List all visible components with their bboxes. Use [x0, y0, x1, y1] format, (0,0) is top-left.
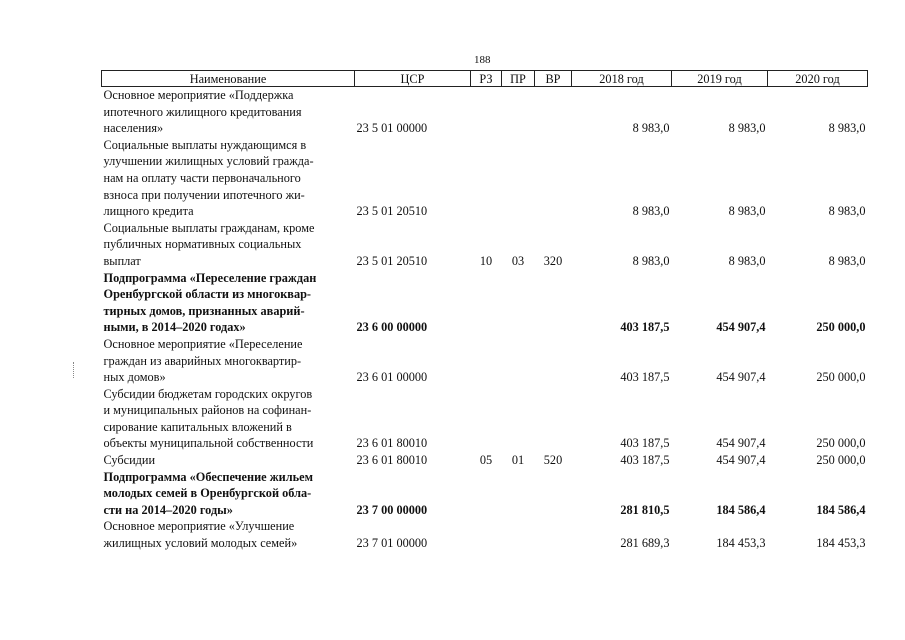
cell-y2019: 454 907,4	[716, 370, 766, 385]
cell-name: Социальные выплаты нуждающимся в улучшении жилищных условий гражда- нам на оплату части первоначального взноса при получении ипотечного жи- лищного кредита	[103, 137, 314, 219]
cell-csr: 23 6 00 00000	[356, 320, 428, 335]
cell-name: Подпрограмма «Обеспечение жильем молодых семей в Оренбургской обла- сти на 2014–2020 годы»	[103, 469, 313, 517]
table-row	[102, 220, 868, 270]
table-row	[102, 452, 868, 469]
cell-y2018: 8 983,0	[632, 121, 670, 136]
cell-y2019: 8 983,0	[728, 121, 766, 136]
cell-pr	[502, 137, 535, 220]
cell-csr: 23 5 01 20510	[356, 204, 428, 219]
cell-y2018: 403 187,5	[620, 436, 670, 451]
cell-pr	[502, 386, 535, 452]
table-row	[102, 518, 868, 551]
cell-vr	[535, 137, 572, 220]
cell-rz	[471, 336, 502, 386]
cell-name: Основное мероприятие «Поддержка ипотечного жилищного кредитования населения»	[103, 88, 302, 136]
cell-y2019: 454 907,4	[716, 436, 766, 451]
cell-pr: 03	[511, 253, 525, 268]
cell-pr	[502, 469, 535, 519]
column-header-csr: ЦСР	[355, 71, 471, 87]
cell-csr: 23 7 01 00000	[356, 536, 428, 551]
cell-y2019: 8 983,0	[728, 253, 766, 268]
cell-y2018: 281 689,3	[620, 536, 670, 551]
cell-rz: 10	[479, 253, 493, 268]
cell-name: Субсидии бюджетам городских округов и муниципальных районов на софинан- сирование капитальных вложений в объекты муниципальной собственности	[103, 386, 314, 451]
margin-mark	[73, 362, 76, 378]
column-header-pr: ПР	[502, 71, 535, 87]
column-header-2019: 2019 год	[672, 71, 768, 87]
cell-y2019: 454 907,4	[716, 320, 766, 335]
cell-y2019: 184 453,3	[716, 536, 766, 551]
column-header-vr: ВР	[535, 71, 572, 87]
cell-y2019: 454 907,4	[716, 453, 766, 468]
cell-rz: 05	[479, 453, 493, 468]
table-row	[102, 87, 868, 137]
table-row	[102, 270, 868, 336]
cell-y2018: 281 810,5	[620, 502, 670, 517]
column-header-2018: 2018 год	[572, 71, 672, 87]
cell-y2020: 250 000,0	[816, 370, 866, 385]
cell-csr: 23 6 01 00000	[356, 370, 428, 385]
column-header-name: Наименование	[102, 71, 355, 87]
cell-csr: 23 5 01 20510	[356, 253, 428, 268]
cell-rz	[471, 87, 502, 137]
column-header-2020: 2020 год	[768, 71, 868, 87]
cell-pr: 01	[511, 453, 525, 468]
cell-name: Субсидии	[103, 453, 156, 468]
cell-csr: 23 7 00 00000	[356, 502, 428, 517]
table-body	[102, 87, 868, 552]
cell-name: Основное мероприятие «Переселение граждан из аварийных многоквартир- ных домов»	[103, 336, 303, 385]
cell-vr	[535, 469, 572, 519]
cell-rz	[471, 469, 502, 519]
budget-table	[101, 70, 868, 552]
cell-csr: 23 6 01 80010	[356, 436, 428, 451]
cell-y2019: 8 983,0	[728, 204, 766, 219]
table-row	[102, 469, 868, 519]
cell-y2018: 403 187,5	[620, 453, 670, 468]
column-header-rz: РЗ	[471, 71, 502, 87]
cell-y2019: 184 586,4	[716, 502, 766, 517]
cell-pr	[502, 87, 535, 137]
page-number: 188	[474, 54, 491, 66]
cell-vr	[535, 518, 572, 551]
cell-y2020: 8 983,0	[828, 121, 866, 136]
cell-name: Социальные выплаты гражданам, кроме публичных нормативных социальных выплат	[103, 220, 315, 268]
cell-pr	[502, 270, 535, 336]
cell-csr: 23 5 01 00000	[356, 121, 428, 136]
table-row	[102, 137, 868, 220]
cell-rz	[471, 386, 502, 452]
cell-pr	[502, 518, 535, 551]
cell-y2018: 403 187,5	[620, 320, 670, 335]
cell-y2020: 250 000,0	[816, 436, 866, 451]
cell-y2020: 184 586,4	[816, 502, 866, 517]
table-header-row	[102, 71, 868, 87]
cell-vr	[535, 87, 572, 137]
cell-vr	[535, 270, 572, 336]
cell-y2020: 8 983,0	[828, 204, 866, 219]
cell-rz	[471, 137, 502, 220]
cell-y2020: 250 000,0	[816, 320, 866, 335]
cell-y2020: 250 000,0	[816, 453, 866, 468]
table-row	[102, 336, 868, 386]
cell-vr: 320	[543, 253, 563, 268]
table-row	[102, 386, 868, 452]
cell-y2020: 8 983,0	[828, 253, 866, 268]
cell-vr	[535, 386, 572, 452]
cell-vr: 520	[543, 453, 563, 468]
cell-rz	[471, 518, 502, 551]
cell-name: Подпрограмма «Переселение граждан Оренбургской области из многоквар- тирных домов, признанных аварий- ными, в 2014–2020 годах»	[103, 270, 317, 335]
cell-y2018: 8 983,0	[632, 253, 670, 268]
cell-y2018: 8 983,0	[632, 204, 670, 219]
cell-rz	[471, 270, 502, 336]
cell-y2020: 184 453,3	[816, 536, 866, 551]
cell-y2018: 403 187,5	[620, 370, 670, 385]
cell-name: Основное мероприятие «Улучшение жилищных условий молодых семей»	[103, 519, 298, 551]
cell-csr: 23 6 01 80010	[356, 453, 428, 468]
cell-vr	[535, 336, 572, 386]
cell-pr	[502, 336, 535, 386]
